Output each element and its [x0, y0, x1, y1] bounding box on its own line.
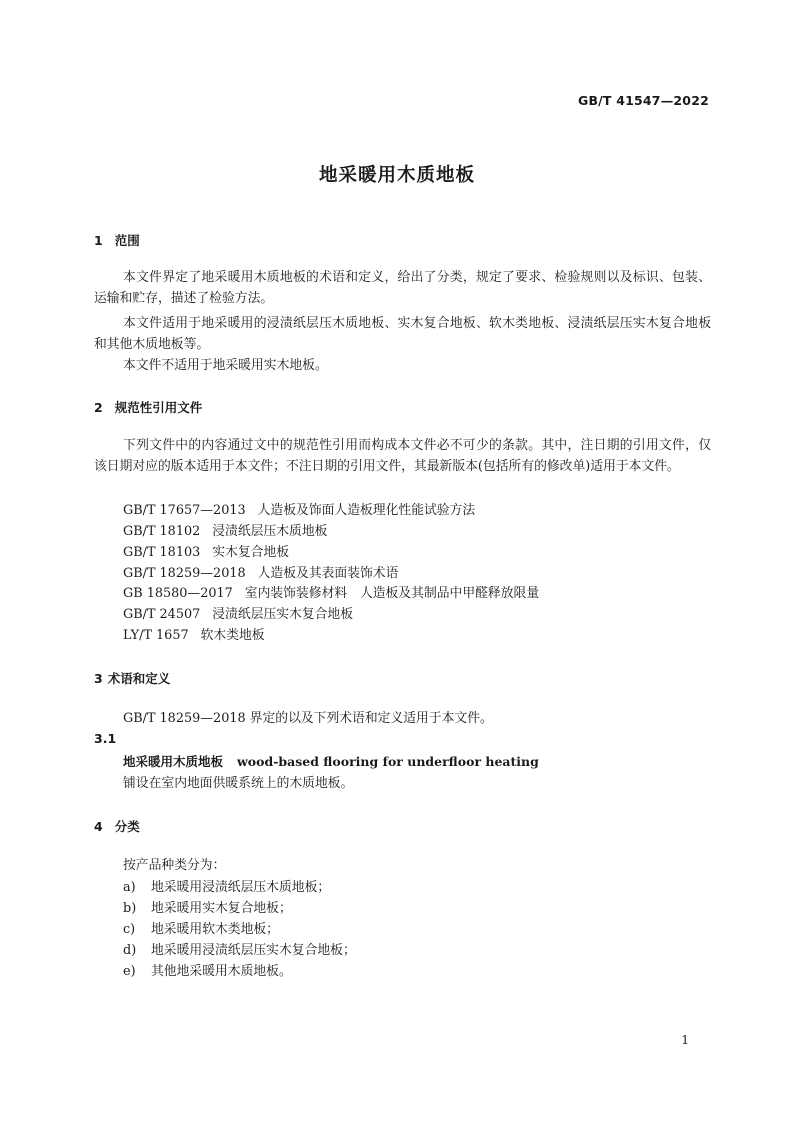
list-marker: a): [123, 880, 136, 895]
reference-code: GB/T 24507: [123, 607, 201, 622]
list-item: [123, 919, 279, 940]
document-title: 地采暖用木质地板: [318, 165, 475, 186]
section-2-heading: [94, 398, 202, 416]
section-title: 术语和定义: [107, 671, 171, 686]
reference-code: GB/T 18103: [123, 545, 201, 560]
page-number: 1: [681, 1033, 689, 1047]
reference-code: GB/T 17657—2013: [123, 503, 246, 518]
reference-title: 人造板及饰面人造板理化性能试验方法: [257, 503, 476, 518]
scope-paragraph: 本文件不适用于地采暖用实木地板。: [123, 358, 328, 373]
reference-title: 软木类地板: [200, 628, 265, 643]
section-number: 2: [94, 400, 103, 415]
reference-item: [123, 500, 475, 521]
reference-item: [123, 625, 265, 646]
section-number: 4: [94, 819, 103, 834]
list-text: 地采暖用软木类地板；: [151, 922, 279, 937]
scope-paragraph: 本文件界定了地采暖用木质地板的术语和定义，给出了分类，规定了要求、检验规则以及标识、包装、运输和贮存，描述了检验方法。: [94, 270, 711, 306]
section-title: 范围: [114, 233, 140, 248]
reference-item: [123, 604, 353, 625]
list-item: [123, 940, 356, 961]
scope-paragraph: 本文件适用于地采暖用的浸渍纸层压木质地板、实木复合地板、软木类地板、浸渍纸层压实木复合地板和其他木质地板等。: [94, 316, 711, 352]
list-item: [123, 877, 330, 898]
reference-item: [123, 563, 398, 584]
term-english: wood-based flooring for underfloor heating: [237, 754, 539, 769]
list-item: [123, 898, 292, 919]
list-marker: e): [123, 964, 136, 979]
standard-number: GB/T 41547—2022: [577, 93, 709, 108]
reference-title: 人造板及其表面装饰术语: [257, 566, 399, 581]
list-marker: d): [123, 943, 137, 958]
reference-title: 浸渍纸层压实木复合地板: [212, 607, 354, 622]
reference-title: 室内装饰装修材料 人造板及其制品中甲醛释放限量: [244, 586, 540, 601]
reference-item: [123, 583, 539, 604]
list-marker: b): [123, 901, 137, 916]
reference-item: [123, 521, 327, 542]
list-marker: c): [123, 922, 136, 937]
terms-intro: GB/T 18259—2018 界定的以及下列术语和定义适用于本文件。: [123, 711, 493, 726]
reference-code: GB 18580—2017: [123, 586, 233, 601]
list-text: 其他地采暖用木质地板。: [151, 964, 292, 979]
list-text: 地采暖用浸渍纸层压实木复合地板；: [151, 943, 356, 958]
section-title: 规范性引用文件: [114, 400, 203, 415]
section-1-heading: [94, 231, 140, 249]
reference-item: [123, 542, 289, 563]
list-text: 地采暖用实木复合地板；: [151, 901, 292, 916]
section-4-heading: [94, 817, 140, 835]
section-number: 3: [94, 671, 103, 686]
term-number: 3.1: [94, 731, 117, 746]
term-chinese: 地采暖用木质地板: [123, 754, 224, 769]
reference-code: LY/T 1657: [123, 628, 189, 643]
section-title: 分类: [114, 819, 140, 834]
reference-code: GB/T 18102: [123, 524, 201, 539]
normative-references-intro: 下列文件中的内容通过文中的规范性引用而构成本文件必不可少的条款。其中，注日期的引用文件，仅该日期对应的版本适用于本文件；不注日期的引用文件，其最新版本(包括所有的修改单)适用于本文件。: [94, 438, 711, 474]
reference-code: GB/T 18259—2018: [123, 566, 246, 581]
reference-title: 实木复合地板: [212, 545, 290, 560]
list-item: [123, 961, 292, 982]
classification-intro: 按产品种类分为：: [123, 858, 226, 873]
term-definition: 铺设在室内地面供暖系统上的木质地板。: [123, 776, 354, 791]
section-number: 1: [94, 233, 103, 248]
list-text: 地采暖用浸渍纸层压木质地板；: [151, 880, 331, 895]
section-3-heading: [94, 669, 170, 687]
term-entry: [123, 751, 539, 773]
reference-title: 浸渍纸层压木质地板: [212, 524, 328, 539]
